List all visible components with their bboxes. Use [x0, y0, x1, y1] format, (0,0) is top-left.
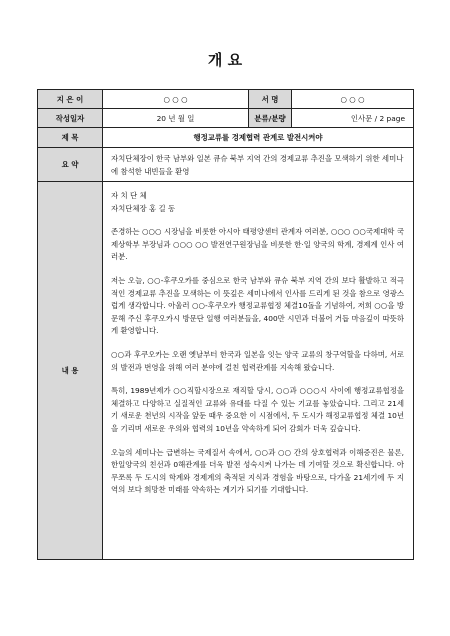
- paragraph-5: 오늘의 세미나는 급변하는 국제질서 속에서, ○○과 ○○ 간의 상호협력과 이해증진은 물론, 한일양국의 친선과 0해관계를 더욱 발전 성숙시켜 나가는 데 기여할 것으로 확신합니다. 아무쪼록 두 도시의 학계와 경제계의 축적된 지식과 경험을 바탕으로, 다가올 21세기에 두 지역의 보다 희망찬 미래를 약속하는 계기가 되기를 기대합니다.: [111, 447, 405, 495]
- subject-row: [38, 128, 414, 148]
- date-value: 20 년 월 일: [103, 109, 249, 128]
- date-label: 작성일자: [38, 109, 103, 128]
- content-body: [103, 182, 414, 560]
- author-label: 지 은 이: [38, 90, 103, 109]
- category-value: 인사문 / 2 page: [292, 109, 414, 128]
- content-row: [38, 182, 414, 560]
- subject-label: 제 목: [38, 128, 103, 148]
- greeting-org: 자 치 단 체: [111, 191, 147, 200]
- paragraph-2: 저는 오늘, ○○-후쿠오카를 중심으로 한국 남부와 큐슈 북부 지역 간의 보다 활발하고 적극적인 경제교류 추진을 모색하는 이 뜻깊은 세미나에서 인사를 드리게 된 것을 참으로 영광스럽게 생각합니다. 아울러 ○○-후쿠오카 행정교류협정 체결10돌을 기념하여, 저희 ○○을 방문해 주신 후쿠오카시 방문단 일행 여러분들을, 400만 시민과 더불어 거듭 마음깊이 따뜻하게 환영합니다.: [111, 275, 405, 336]
- speaker-value: ○ ○ ○: [292, 90, 414, 109]
- paragraph-4: 특히, 1989년제가 ○○직할시장으로 재직할 당시, ○○과 ○○○시 사이에 행정교류협정을 체결하고 다양하고 실질적인 교류와 유대를 다질 수 있는 기교를 놓았습니다. 그리고 21세기 새로운 천년의 시작을 앞둔 때우 중요한 이 시점에서, 두 도시가 해정교류협정 체결 10년을 기리며 새로운 우의와 협력의 10년을 약속하게 되어 감회가 더욱 깊습니다.: [111, 386, 405, 433]
- speaker-label: 서 명: [249, 90, 292, 109]
- summary-label: 요 약: [38, 148, 103, 182]
- summary-value: 자치단체장이 한국 남부와 일본 큐슈 북부 지역 간의 경제교류 추진을 모색하기 위한 세미나에 참석한 내빈들을 환영: [103, 148, 414, 182]
- summary-row: [38, 148, 414, 182]
- author-value: ○ ○ ○: [103, 90, 249, 109]
- date-row: [38, 109, 414, 128]
- paragraph-3: ○○과 후쿠오카는 오랜 옛날부터 한국과 일본을 잇는 양국 교류의 창구역할을 다하며, 서로의 발전과 번영을 위해 여러 분야에 걸친 협력관계를 지속해 왔습니다.: [111, 349, 405, 372]
- document-form-table: [37, 89, 414, 560]
- content-label: 내 용: [38, 182, 103, 560]
- author-row: [38, 90, 414, 109]
- greeting-name: 자치단체장 홍 길 동: [111, 203, 176, 213]
- subject-value: 행정교류를 경제협력 관계로 발전시켜야: [103, 128, 414, 148]
- page-title: 개 요: [207, 51, 243, 69]
- category-label: 분류/분량: [249, 109, 292, 128]
- paragraph-1: 존경하는 ○○○ 시장님을 비롯한 아시아 태평양센터 관계자 여러분, ○○○ ○○국제대학 국제상학부 부장님과 ○○○ ○○ 발전연구원장님을 비롯한 한·일 양국의 학계, 경제계 인사 여러분.: [111, 227, 405, 262]
